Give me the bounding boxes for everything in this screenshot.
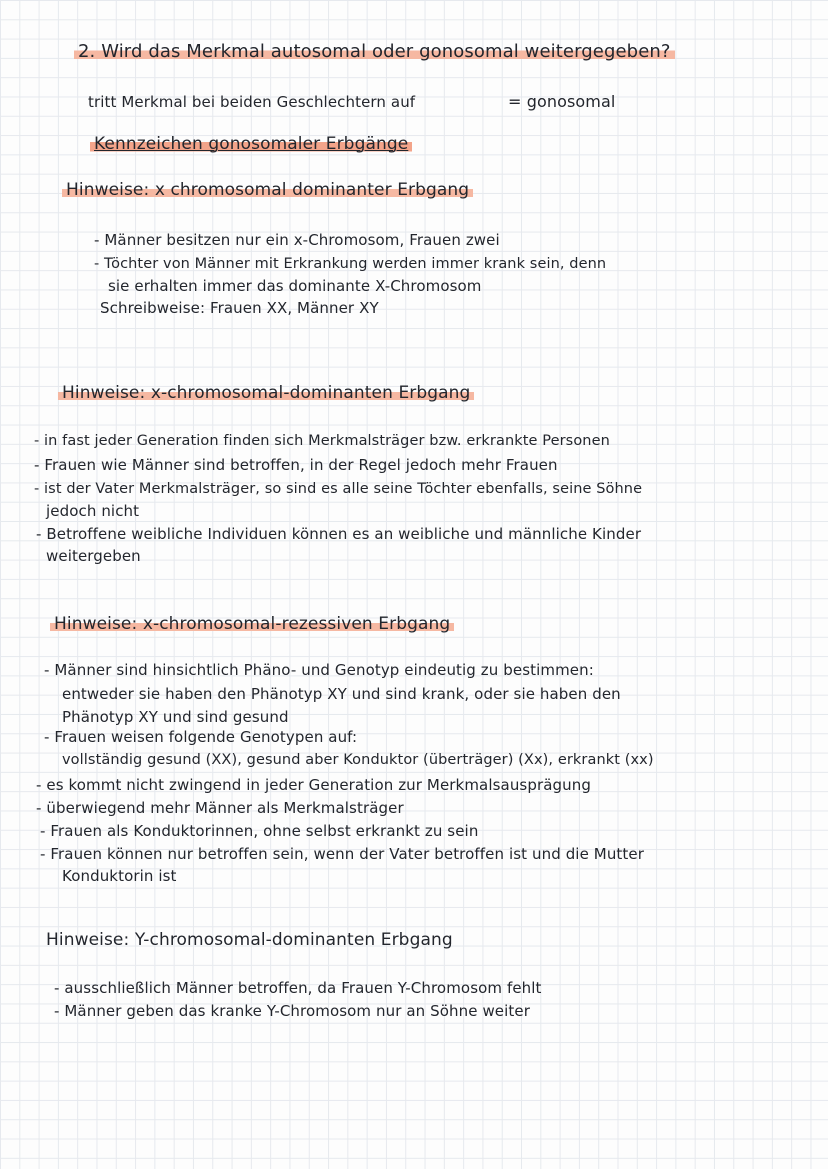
- section3-line: - überwiegend mehr Männer als Merkmalsträger: [36, 799, 404, 817]
- kennzeichen-heading: [90, 134, 412, 154]
- section3-line: - Frauen als Konduktorinnen, ohne selbst erkrankt zu sein: [40, 822, 479, 840]
- section3-heading: [50, 614, 454, 634]
- section3-line: - Männer sind hinsichtlich Phäno- und Genotyp eindeutig zu bestimmen:: [44, 661, 594, 679]
- section3-line: - Frauen weisen folgende Genotypen auf:: [44, 728, 358, 746]
- section2-line: - in fast jeder Generation finden sich Merkmalsträger bzw. erkrankte Personen: [34, 433, 610, 449]
- section1-line: Schreibweise: Frauen XX, Männer XY: [100, 299, 379, 317]
- section4-heading: [46, 930, 453, 950]
- question-answer-right: = gonosomal: [508, 92, 616, 111]
- question-answer-left: tritt Merkmal bei beiden Geschlechtern auf: [88, 93, 416, 111]
- kennzeichen-text: Kennzeichen gonosomaler Erbgänge: [90, 134, 412, 154]
- question-title-text: 2. Wird das Merkmal autosomal oder gonosomal weitergegeben?: [74, 41, 675, 62]
- section2-line: - Frauen wie Männer sind betroffen, in der Regel jedoch mehr Frauen: [34, 456, 558, 474]
- section4-line: - ausschließlich Männer betroffen, da Frauen Y-Chromosom fehlt: [54, 979, 542, 997]
- section4-heading-text: Hinweise: Y-chromosomal-dominanten Erbgang: [46, 930, 453, 950]
- section3-heading-text: Hinweise: x-chromosomal-rezessiven Erbgang: [50, 614, 454, 634]
- section1-line: - Männer besitzen nur ein x-Chromosom, Frauen zwei: [94, 231, 500, 249]
- section2-heading: [58, 383, 474, 403]
- section1-line: sie erhalten immer das dominante X-Chromosom: [108, 277, 482, 295]
- section3-line: - Frauen können nur betroffen sein, wenn der Vater betroffen ist und die Mutter: [40, 845, 644, 863]
- section2-line: - Betroffene weibliche Individuen können es an weibliche und männliche Kinder: [36, 525, 642, 543]
- section3-line: Phänotyp XY und sind gesund: [62, 708, 289, 726]
- section2-line: jedoch nicht: [46, 502, 140, 520]
- question-title: [74, 42, 675, 62]
- section1-heading-text: Hinweise: x chromosomal dominanter Erbgang: [62, 180, 473, 200]
- section1-heading: [62, 180, 473, 200]
- section3-line: vollständig gesund (XX), gesund aber Konduktor (überträger) (Xx), erkrankt (xx): [62, 752, 654, 768]
- section4-line: - Männer geben das kranke Y-Chromosom nur an Söhne weiter: [54, 1002, 530, 1020]
- section3-line: Konduktorin ist: [62, 867, 177, 885]
- section1-line: - Töchter von Männer mit Erkrankung werden immer krank sein, denn: [94, 256, 607, 272]
- section2-line: weitergeben: [46, 547, 141, 565]
- section3-line: entweder sie haben den Phänotyp XY und sind krank, oder sie haben den: [62, 685, 621, 703]
- section2-line: - ist der Vater Merkmalsträger, so sind es alle seine Töchter ebenfalls, seine Söhne: [34, 481, 643, 497]
- section2-heading-text: Hinweise: x-chromosomal-dominanten Erbgang: [58, 383, 474, 403]
- section3-line: - es kommt nicht zwingend in jeder Generation zur Merkmalsausprägung: [36, 776, 591, 794]
